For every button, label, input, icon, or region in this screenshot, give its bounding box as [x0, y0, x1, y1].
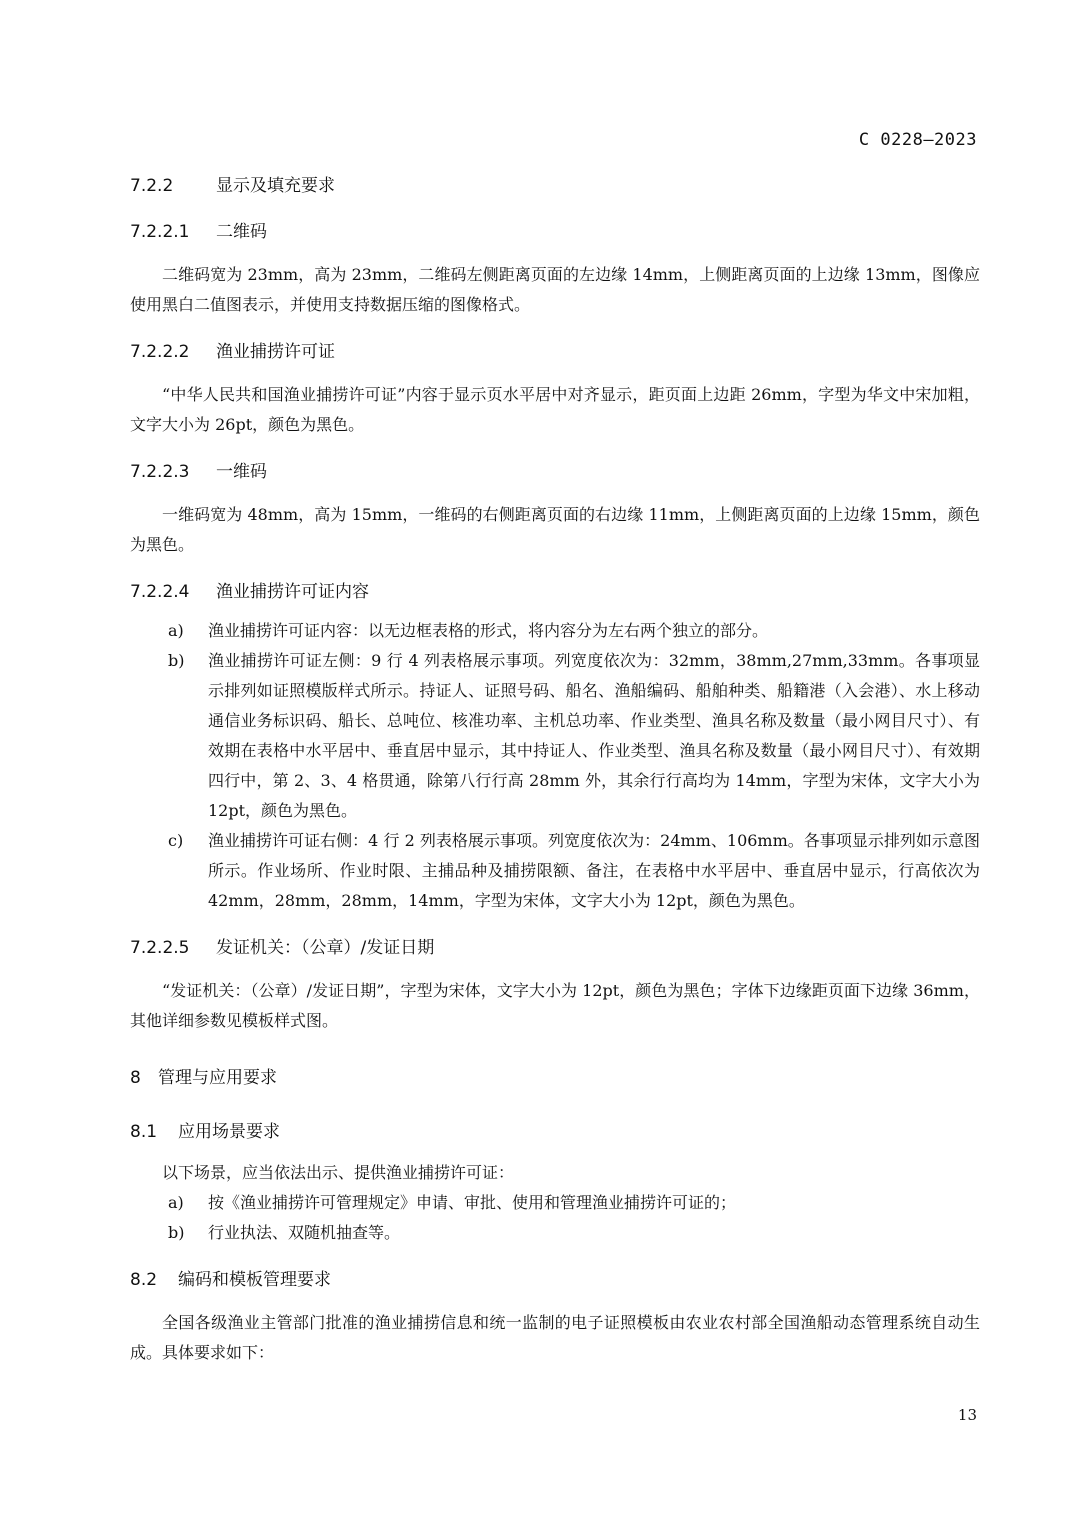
- list-item: [130, 1218, 980, 1248]
- list-item: [130, 1188, 980, 1218]
- list-marker: a): [168, 1193, 184, 1212]
- list-item-text: 行业执法、双随机抽查等。: [208, 1223, 401, 1242]
- heading-title: 管理与应用要求: [158, 1068, 277, 1088]
- list-marker: b): [168, 651, 185, 670]
- paragraph-barcode: 一维码宽为 48mm，高为 15mm，一维码的右侧距离页面的右边缘 11mm，上侧距离页面的上边缘 15mm，颜色为黑色。: [130, 505, 980, 554]
- heading-title: 应用场景要求: [178, 1122, 280, 1142]
- heading-number: 7.2.2: [130, 176, 174, 196]
- list-item-text: 按《渔业捕捞许可管理规定》申请、审批、使用和管理渔业捕捞许可证的；: [208, 1193, 737, 1212]
- heading-title: 编码和模板管理要求: [178, 1270, 331, 1290]
- paragraph-issuing-authority: “发证机关：（公章）/发证日期”，字型为宋体，文字大小为 12pt，颜色为黑色；字体下边缘距页面下边缘 36mm，其他详细参数见模板样式图。: [130, 981, 980, 1030]
- list-item-text: 渔业捕捞许可证右侧：4 行 2 列表格展示事项。列宽度依次为：24mm、106mm。各事项显示排列如示意图所示。作业场所、作业时限、主捕品种及捕捞限额、备注，在表格中水平居中、垂直居中显示，行高依次为 42mm，28mm，28mm，14mm，字型为宋体，文字大小为 12pt，颜色为黑色。: [208, 831, 980, 910]
- heading-number: 8: [130, 1068, 141, 1088]
- paragraph-scenarios: 以下场景，应当依法出示、提供渔业捕捞许可证：: [162, 1163, 515, 1182]
- heading-title: 发证机关：（公章）/发证日期: [216, 938, 435, 958]
- heading-7-2-2-4: [130, 580, 980, 604]
- heading-number: 7.2.2.2: [130, 342, 190, 362]
- list-item: [130, 826, 980, 916]
- heading-7-2-2-1: [130, 220, 980, 244]
- heading-number: 7.2.2.5: [130, 938, 190, 958]
- list-item-text: 渔业捕捞许可证内容：以无边框表格的形式，将内容分为左右两个独立的部分。: [208, 621, 769, 640]
- paragraph-template-management: 全国各级渔业主管部门批准的渔业捕捞信息和统一监制的电子证照模板由农业农村部全国渔船动态管理系统自动生成。具体要求如下：: [130, 1313, 980, 1362]
- heading-number: 8.2: [130, 1270, 158, 1290]
- license-content-list: [130, 616, 980, 916]
- scenario-list: [130, 1188, 980, 1248]
- heading-7-2-2-3: [130, 460, 980, 484]
- list-marker: c): [168, 831, 184, 850]
- heading-title: 一维码: [216, 462, 267, 482]
- heading-title: 二维码: [216, 222, 267, 242]
- heading-number: 8.1: [130, 1122, 158, 1142]
- list-item: [130, 616, 980, 646]
- list-item: [130, 646, 980, 826]
- page-content: [130, 174, 980, 1368]
- heading-8-1: [130, 1120, 980, 1144]
- page-number: 13: [957, 1406, 977, 1424]
- heading-number: 7.2.2.4: [130, 582, 190, 602]
- heading-number: 7.2.2.1: [130, 222, 190, 242]
- list-item-text: 渔业捕捞许可证左侧：9 行 4 列表格展示事项。列宽度依次为：32mm，38mm,27mm,33mm。各事项显示排列如证照模版样式所示。持证人、证照号码、船名、渔船编码、船舶种类、船籍港（入会港）、水上移动通信业务标识码、船长、总吨位、核准功率、主机总功率、作业类型、渔具名称及数量（最小网目尺寸）、有效期在表格中水平居中、垂直居中显示，其中持证人、作业类型、渔具名称及数量（最小网目尺寸）、有效期四行中，第 2、3、4 格贯通，除第八行行高 28mm 外，其余行行高均为 14mm，字型为宋体，文字大小为 12pt，颜色为黑色。: [208, 651, 980, 820]
- heading-7-2-2-5: [130, 936, 980, 960]
- heading-title: 渔业捕捞许可证内容: [216, 582, 369, 602]
- heading-7-2-2-2: [130, 340, 980, 364]
- heading-8-2: [130, 1268, 980, 1292]
- heading-7-2-2: [130, 174, 980, 198]
- heading-number: 7.2.2.3: [130, 462, 190, 482]
- heading-title: 渔业捕捞许可证: [216, 342, 335, 362]
- paragraph-qr-code: 二维码宽为 23mm，高为 23mm，二维码左侧距离页面的左边缘 14mm，上侧距离页面的上边缘 13mm，图像应使用黑白二值图表示，并使用支持数据压缩的图像格式。: [130, 265, 980, 314]
- list-marker: a): [168, 621, 184, 640]
- document-code: C 0228—2023: [858, 130, 977, 150]
- paragraph-license-title: “中华人民共和国渔业捕捞许可证”内容于显示页水平居中对齐显示，距页面上边距 26mm，字型为华文中宋加粗，文字大小为 26pt，颜色为黑色。: [130, 385, 980, 434]
- heading-title: 显示及填充要求: [216, 176, 335, 196]
- heading-8: [130, 1066, 980, 1090]
- list-marker: b): [168, 1223, 185, 1242]
